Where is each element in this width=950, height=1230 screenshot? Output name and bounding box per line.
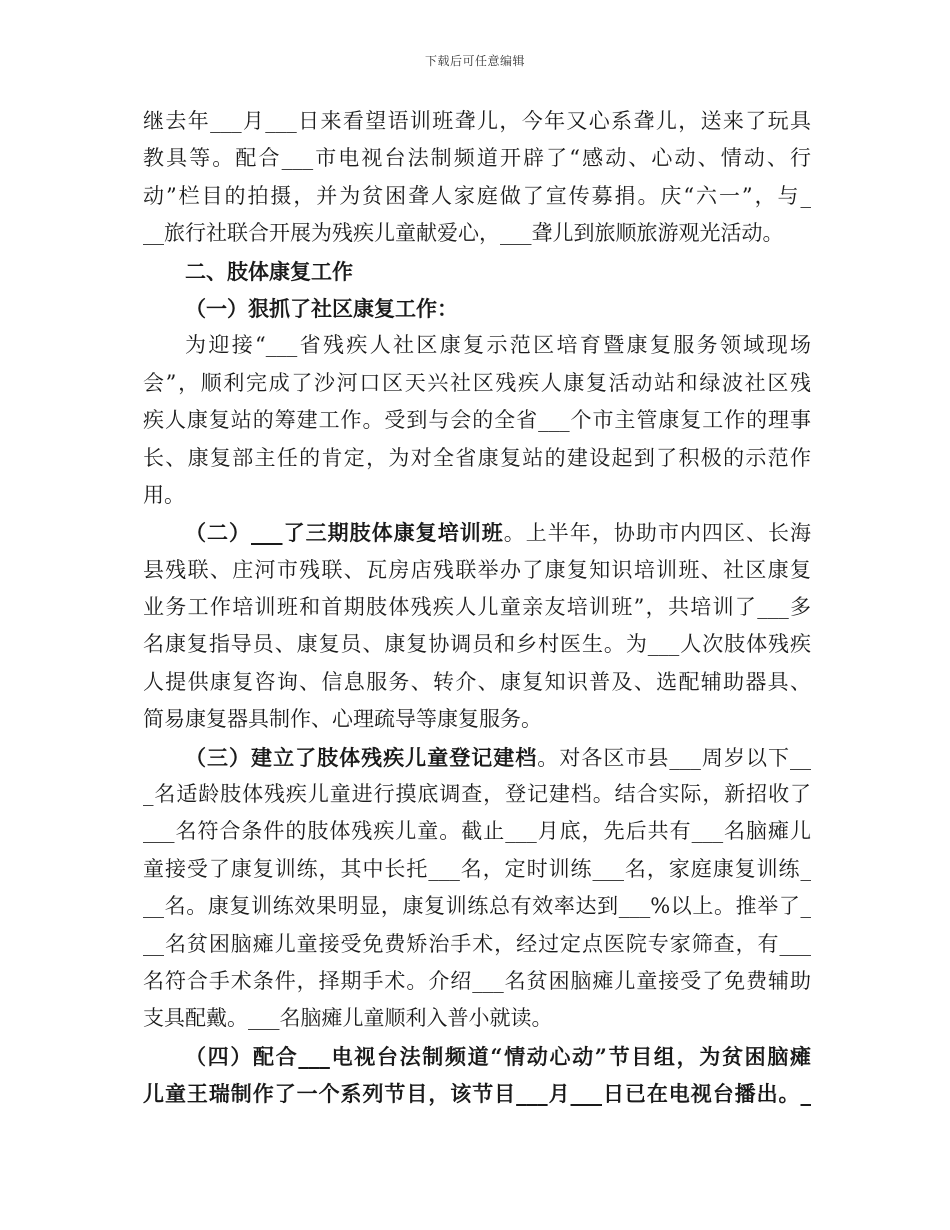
paragraph-line: 名符合手术条件，择期手术。介绍___名贫困脑瘫儿童接受了免费辅助 bbox=[143, 968, 811, 993]
paragraph-line: 童接受了康复训练，其中长托___名，定时训练___名，家庭康复训练_ bbox=[143, 856, 811, 881]
paragraph-line: 为迎接“___省残疾人社区康复示范区培育暨康复服务领域现场 bbox=[185, 333, 811, 358]
paragraph-line: 简易康复器具制作、心理疏导等康复服务。 bbox=[143, 707, 542, 732]
paragraph-line: __旅行社联合开展为残疾儿童献爱心，___聋儿到旅顺旅游观光活动。 bbox=[143, 221, 784, 246]
paragraph-line: 支具配戴。___名脑瘫儿童顺利入普小就读。 bbox=[143, 1006, 553, 1031]
paragraph-line: 业务工作培训班和首期肢体残疾人儿童亲友培训班”，共培训了___多 bbox=[143, 595, 811, 620]
paragraph-line: ___名符合条件的肢体残疾儿童。截止___月底，先后共有___名脑瘫儿 bbox=[143, 819, 811, 844]
section-heading: 二、肢体康复工作 bbox=[185, 258, 353, 284]
subsection-heading: （一）狠抓了社区康复工作： bbox=[185, 295, 458, 321]
paragraph-line: 人提供康复咨询、信息服务、转介、康复知识普及、选配辅助器具、 bbox=[143, 669, 811, 694]
paragraph-line: _名适龄肢体残疾儿童进行摸底调查，登记建档。结合实际，新招收了 bbox=[143, 782, 811, 807]
paragraph-line: 疾人康复站的筹建工作。受到与会的全省___个市主管康复工作的理事 bbox=[143, 408, 811, 433]
paragraph-line: 用。 bbox=[143, 482, 185, 507]
paragraph-line: 儿童王瑞制作了一个系列节目，该节目___月___日已在电视台播出。_ bbox=[143, 1081, 811, 1107]
paragraph-line: 继去年___月___日来看望语训班聋儿，今年又心系聋儿，送来了玩具 bbox=[143, 109, 811, 133]
paragraph-line: （三）建立了肢体残疾儿童登记建档。对各区市县___周岁以下__ bbox=[185, 744, 811, 770]
paragraph-line: __名。康复训练效果明显，康复训练总有效率达到___%以上。推举了_ bbox=[143, 894, 811, 919]
paragraph-line: __名贫困脑瘫儿童接受免费矫治手术，经过定点医院专家筛查，有___ bbox=[143, 931, 811, 956]
paragraph-line: （二）___了三期肢体康复培训班。上半年，协助市内四区、长海 bbox=[185, 520, 811, 546]
paragraph-line: 动”栏目的拍摄，并为贫困聋人家庭做了宣传募捐。庆“六一”，与_ bbox=[143, 183, 811, 208]
paragraph-line: 县残联、庄河市残联、瓦房店残联举办了康复知识培训班、社区康复 bbox=[143, 557, 811, 582]
document-body bbox=[143, 103, 811, 1113]
inline-heading: （二）___了三期肢体康复培训班 bbox=[185, 520, 504, 546]
paragraph-line: 名康复指导员、康复员、康复协调员和乡村医生。为___人次肢体残疾 bbox=[143, 632, 811, 657]
inline-heading: （三）建立了肢体残疾儿童登记建档 bbox=[185, 744, 538, 770]
paragraph-line: （四）配合___电视台法制频道“情动心动”节目组，为贫困脑瘫 bbox=[185, 1043, 811, 1069]
paragraph-line: 长、康复部主任的肯定，为对全省康复站的建设起到了积极的示范作 bbox=[143, 445, 811, 470]
page-header: 下载后可任意编辑 bbox=[424, 54, 525, 68]
paragraph-line: 会”，顺利完成了沙河口区天兴社区残疾人康复活动站和绿波社区残 bbox=[143, 370, 811, 395]
paragraph-line: 教具等。配合___市电视台法制频道开辟了“感动、心动、情动、行 bbox=[143, 146, 811, 171]
